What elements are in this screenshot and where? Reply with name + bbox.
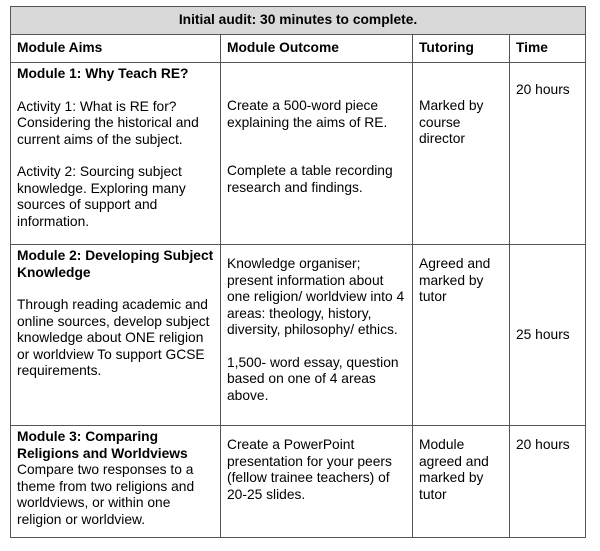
module-3-time-cell	[510, 426, 586, 538]
header-time: Time	[510, 35, 586, 63]
header-tutoring: Tutoring	[413, 35, 510, 63]
table-row-module-3	[11, 426, 586, 538]
module-1-tutoring: Marked by course director	[419, 98, 484, 146]
module-2-outcome-2: 1,500- word essay, question based on one of 4 areas above.	[227, 354, 399, 403]
module-1-time-cell	[510, 63, 586, 245]
module-1-heading: Module 1: Why Teach RE?	[17, 66, 189, 81]
module-1-time: 20 hours	[516, 82, 570, 97]
header-module-outcome: Module Outcome	[221, 35, 413, 63]
module-2-tutoring-cell	[413, 245, 510, 426]
module-3-tutoring-cell	[413, 426, 510, 538]
module-table	[10, 6, 586, 538]
module-2-aims-cell	[11, 245, 221, 426]
module-3-outcome-cell	[221, 426, 413, 538]
table-row-module-2	[11, 245, 586, 426]
module-2-aim-1: Through reading academic and online sources, develop subject knowledge about ONE religion or worldview To support GCSE requirements.	[17, 297, 210, 378]
module-2-heading: Module 2: Developing Subject Knowledge	[17, 248, 214, 280]
module-3-aim-1: Compare two responses to a theme from two religions and worldviews, or within one religion or worldview.	[17, 462, 195, 527]
module-1-tutoring-cell	[413, 63, 510, 245]
header-module-aims: Module Aims	[11, 35, 221, 63]
module-1-aims-cell	[11, 63, 221, 245]
module-1-outcome-2: Complete a table recording research and findings.	[227, 163, 393, 195]
module-2-time: 25 hours	[516, 326, 570, 342]
module-3-time: 20 hours	[516, 437, 570, 452]
module-3-outcome-1: Create a PowerPoint presentation for your peers (fellow trainee teachers) of 20-25 slides.	[227, 437, 392, 502]
table-row-module-1	[11, 63, 586, 245]
module-3-heading: Module 3: Comparing Religions and Worldviews	[17, 429, 188, 461]
module-2-outcome-cell	[221, 245, 413, 426]
module-3-aims-cell	[11, 426, 221, 538]
table-title: Initial audit: 30 minutes to complete.	[11, 7, 586, 35]
module-2-outcome-1: Knowledge organiser; present information about one religion/ worldview into 4 areas: theology, history, diversity, philosophy/ ethics.	[227, 256, 405, 337]
module-1-aim-2: Activity 2: Sourcing subject knowledge. Exploring many sources of support and information.	[17, 164, 186, 229]
module-3-tutoring: Module agreed and marked by tutor	[419, 437, 489, 502]
module-2-tutoring: Agreed and marked by tutor	[419, 256, 491, 304]
module-2-time-cell	[510, 245, 586, 426]
module-1-outcome-1: Create a 500-word piece explaining the aims of RE.	[227, 98, 388, 130]
module-1-outcome-cell	[221, 63, 413, 245]
module-1-aim-1: Activity 1: What is RE for? Considering the historical and current aims of the subject.	[17, 98, 199, 147]
